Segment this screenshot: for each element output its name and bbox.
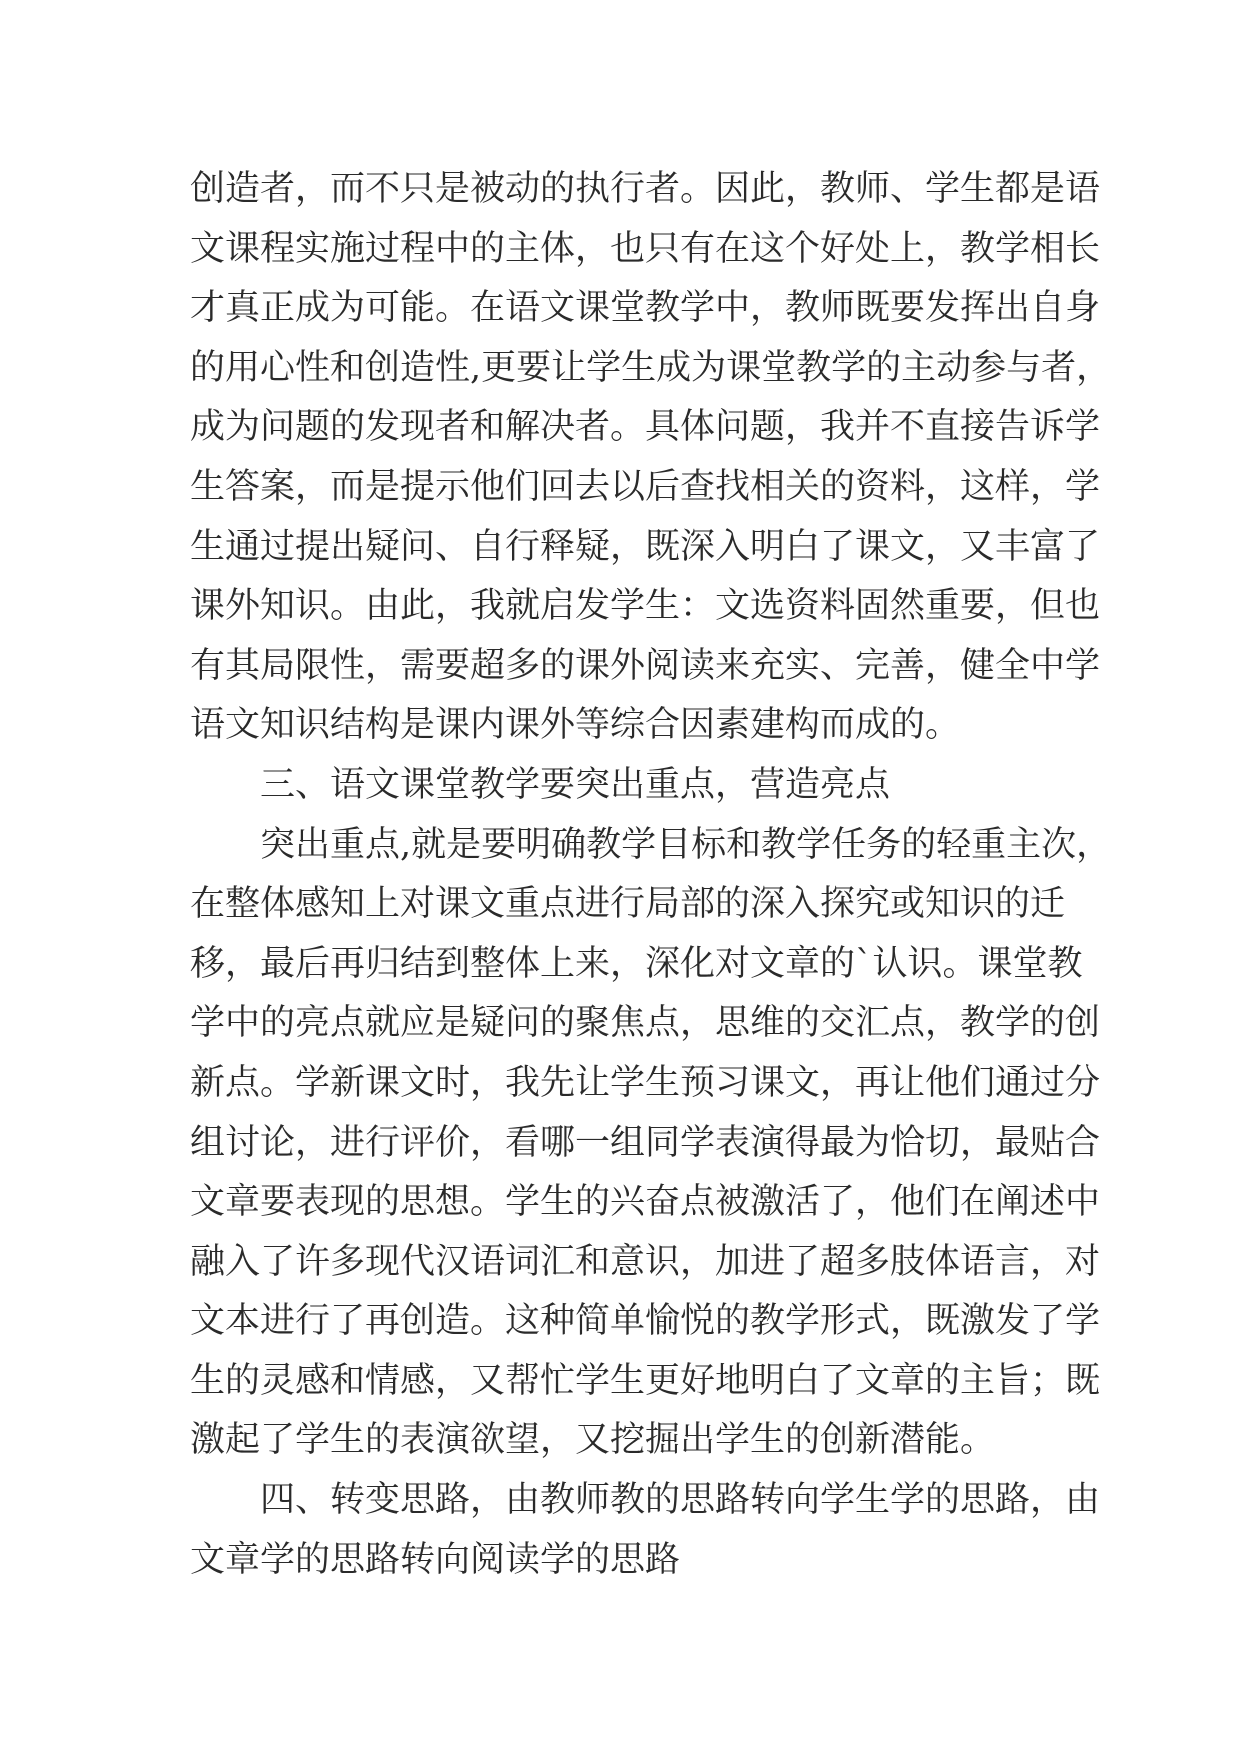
text-line: 激起了学生的表演欲望，又挖掘出学生的创新潜能。 <box>190 1420 996 1461</box>
text-line: 成为问题的发现者和解决者。具体问题，我并不直接告诉学 <box>190 407 1101 448</box>
section-heading-continuation: 文章学的思路转向阅读学的思路 <box>190 1539 681 1580</box>
text-line: 生通过提出疑问、自行释疑，既深入明白了课文，又丰富了 <box>190 526 1101 567</box>
section-heading: 三、语文课堂教学要突出重点，营造亮点 <box>260 764 891 805</box>
text-line: 语文知识结构是课内课外等综合因素建构而成的。 <box>190 705 961 746</box>
section-heading: 四、转变思路，由教师教的思路转向学生学的思路，由 <box>260 1480 1101 1521</box>
text-line: 的用心性和创造性,更要让学生成为课堂教学的主动参与者， <box>190 347 1112 388</box>
text-line: 突出重点,就是要明确教学目标和教学任务的轻重主次， <box>260 824 1112 865</box>
text-line: 文课程实施过程中的主体，也只有在这个好处上，教学相长 <box>190 228 1101 269</box>
text-line: 才真正成为可能。在语文课堂教学中，教师既要发挥出自身 <box>190 288 1101 329</box>
text-line: 生答案，而是提示他们回去以后查找相关的资料，这样，学 <box>190 466 1101 507</box>
text-line: 融入了许多现代汉语词汇和意识，加进了超多肢体语言，对 <box>190 1241 1101 1282</box>
text-line: 在整体感知上对课文重点进行局部的深入探究或知识的迁 <box>190 884 1066 925</box>
text-line: 课外知识。由此，我就启发学生：文选资料固然重要，但也 <box>190 586 1101 627</box>
text-line: 组讨论，进行评价，看哪一组同学表演得最为恰切，最贴合 <box>190 1122 1101 1163</box>
text-line: 新点。学新课文时，我先让学生预习课文，再让他们通过分 <box>190 1062 1101 1103</box>
text-line: 有其局限性，需要超多的课外阅读来充实、完善，健全中学 <box>190 645 1101 686</box>
text-line: 文本进行了再创造。这种简单愉悦的教学形式，既激发了学 <box>190 1301 1101 1342</box>
document-body <box>190 160 1112 1590</box>
text-line: 生的灵感和情感，又帮忙学生更好地明白了文章的主旨；既 <box>190 1360 1101 1401</box>
text-line: 创造者，而不只是被动的执行者。因此，教师、学生都是语 <box>190 169 1101 209</box>
text-line: 移，最后再归结到整体上来，深化对文章的`认识。课堂教 <box>190 943 1083 984</box>
text-line: 学中的亮点就应是疑问的聚焦点，思维的交汇点，教学的创 <box>190 1003 1101 1044</box>
text-line: 文章要表现的思想。学生的兴奋点被激活了，他们在阐述中 <box>190 1182 1101 1223</box>
